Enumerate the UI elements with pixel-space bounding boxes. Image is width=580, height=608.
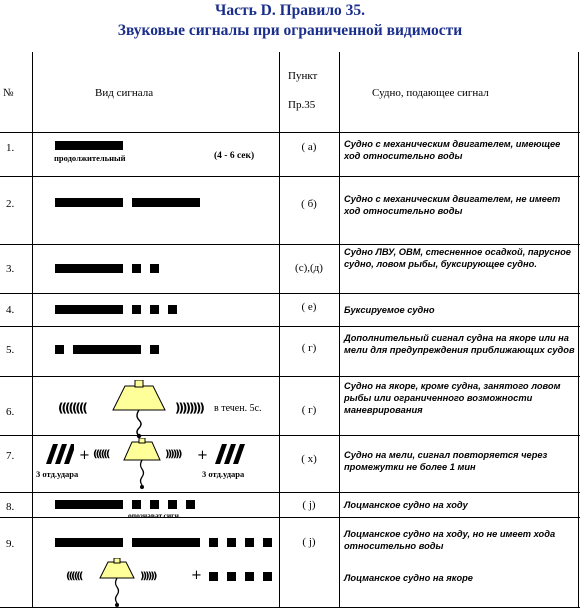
prolonged-blast xyxy=(55,264,123,273)
header-point-2: Пр.35 xyxy=(288,99,316,111)
header-vessel: Судно, подающее сигнал xyxy=(372,87,489,99)
row-3-num: 3. xyxy=(6,263,15,275)
row-5-num: 5. xyxy=(6,344,15,356)
signals-table xyxy=(0,52,580,608)
row-4-vessel: Буксируемое судно xyxy=(344,305,435,315)
short-blast xyxy=(209,538,218,547)
short-blast xyxy=(150,305,159,314)
short-blast xyxy=(263,538,272,547)
row-7-point: ( х) xyxy=(301,453,317,465)
gong-strokes-icon xyxy=(40,444,74,464)
row-7-num: 7. xyxy=(6,450,15,462)
page-title: Часть D. Правило 35. xyxy=(214,2,366,19)
row-4-num: 4. xyxy=(6,304,15,316)
row-6-point: ( г) xyxy=(301,404,317,416)
bell-icon xyxy=(96,558,138,608)
row-7-right-label: 3 отд.удара xyxy=(202,469,245,479)
bell-icon xyxy=(120,438,164,490)
row-3-vessel: Судно ЛВУ, ОВМ, стесненное осадкой, парусное судно, ловом рыбы, буксирующее судно. xyxy=(344,247,571,269)
prolonged-blast xyxy=(55,538,123,547)
header-point-1: Пункт xyxy=(288,70,318,82)
short-blast xyxy=(245,538,254,547)
plus-sign: + xyxy=(197,448,208,463)
row-9-num: 9. xyxy=(6,538,15,550)
row-4-point: ( е) xyxy=(301,301,317,313)
row-1-point: ( а) xyxy=(301,141,317,153)
row-1-vessel: Судно с механическим двигателем, имеющее ход относительно воды xyxy=(344,139,561,161)
row-8-caption: опознават.сигн. xyxy=(128,511,181,520)
row-9-vessel-anchor: Лоцманское судно на якоре xyxy=(344,573,473,583)
short-blast xyxy=(209,572,218,581)
prolonged-blast xyxy=(55,500,123,509)
page-subtitle: Звуковые сигналы при ограниченной видимости xyxy=(117,22,463,39)
row-6-num: 6. xyxy=(6,406,15,418)
row-6-note: в течен. 5с. xyxy=(214,403,262,414)
short-blast xyxy=(150,264,159,273)
plus-sign: + xyxy=(79,448,90,463)
header-num: № xyxy=(3,87,14,99)
prolonged-blast xyxy=(73,345,141,354)
row-8-num: 8. xyxy=(6,501,15,513)
row-1-num: 1. xyxy=(6,142,15,154)
prolonged-blast xyxy=(132,538,200,547)
row-2-point: ( б) xyxy=(301,198,317,210)
short-blast xyxy=(263,572,272,581)
sound-waves-icon: )))))))) xyxy=(175,401,203,415)
row-6-vessel: Судно на якоре, кроме судна, занятого ловом рыбы или ограниченного возможности маневрирования xyxy=(344,381,561,415)
bell-icon xyxy=(105,380,173,438)
row-1-caption: продолжительный xyxy=(54,153,126,163)
short-blast xyxy=(132,264,141,273)
row-9-point: ( j) xyxy=(302,536,316,548)
row-7-left-label: 3 отд.удара xyxy=(36,469,79,479)
gong-strokes-icon xyxy=(209,444,247,464)
short-blast xyxy=(186,500,195,509)
short-blast xyxy=(150,500,159,509)
row-5-point: ( г) xyxy=(301,342,317,354)
short-blast xyxy=(227,572,236,581)
sound-waves-icon: )))))) xyxy=(140,571,156,582)
short-blast xyxy=(168,500,177,509)
row-2-num: 2. xyxy=(6,198,15,210)
short-blast xyxy=(55,345,64,354)
row-7-vessel: Судно на мели, сигнал повторяется через промежутки не более 1 мин xyxy=(344,450,548,472)
prolonged-blast xyxy=(55,198,123,207)
row-2-vessel: Судно с механическим двигателем, не имеет ход относительно воды xyxy=(344,194,561,216)
sound-waves-icon: (((((( xyxy=(66,571,82,582)
short-blast xyxy=(132,500,141,509)
row-8-vessel: Лоцманское судно на ходу xyxy=(344,500,468,510)
header-signal: Вид сигнала xyxy=(95,87,154,99)
prolonged-blast xyxy=(55,305,123,314)
prolonged-blast xyxy=(55,141,123,150)
prolonged-blast xyxy=(132,198,200,207)
short-blast xyxy=(132,305,141,314)
row-3-point: (с),(д) xyxy=(295,262,323,274)
row-8-point: ( j) xyxy=(302,499,316,511)
sound-waves-icon: (((((( xyxy=(93,449,109,460)
sound-waves-icon: )))))) xyxy=(165,449,181,460)
short-blast xyxy=(150,345,159,354)
short-blast xyxy=(168,305,177,314)
short-blast xyxy=(245,572,254,581)
row-1-duration: (4 - 6 сек) xyxy=(214,151,255,161)
short-blast xyxy=(227,538,236,547)
row-9-vessel: Лоцманское судно на ходу, но не имеет хода относительно воды xyxy=(344,529,556,551)
sound-waves-icon: (((((((( xyxy=(58,401,86,415)
row-5-vessel: Дополнительный сигнал судна на якоре или на мели для предупреждения приближающих судов xyxy=(344,333,575,355)
plus-sign: + xyxy=(191,568,202,583)
